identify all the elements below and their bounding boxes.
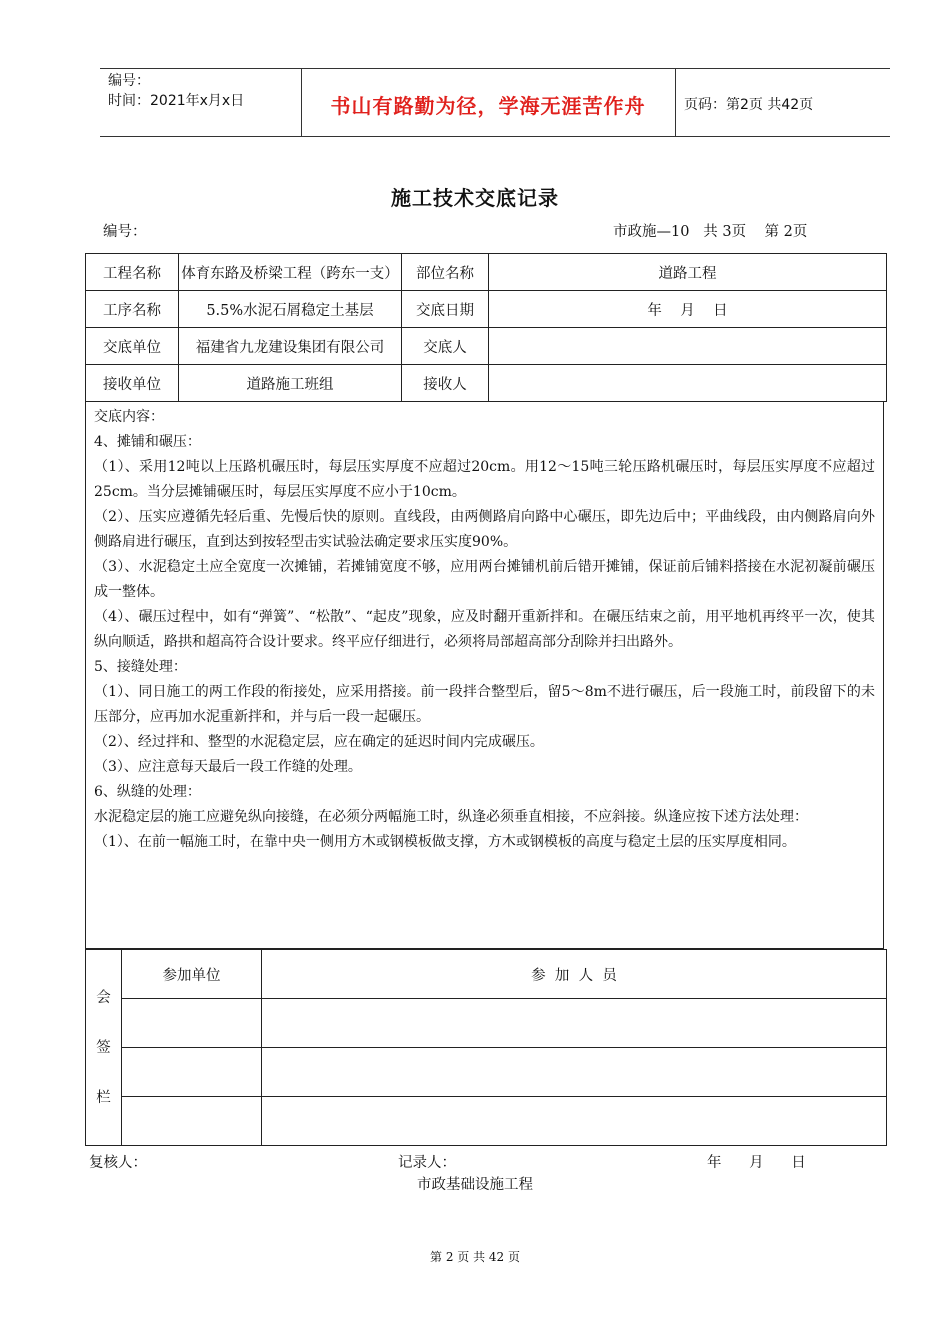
sign-table xyxy=(85,949,887,1146)
people-header: 参 加 人 员 xyxy=(262,950,887,999)
content-line: （4）、碾压过程中，如有“弹簧”、“松散”、“起皮”现象，应及时翻开重新拌和。在碾压结束之前，用平地机再终平一次，使其纵向顺适，路拱和超高符合设计要求。终平应仔细进行，必须将局部超高部分刮除并扫出路外。 xyxy=(94,609,875,650)
header-top-rule xyxy=(100,68,890,69)
content-line: （1）、采用12吨以上压路机碾压时，每层压实厚度不应超过20cm。用12～15吨三轮压路机碾压时，每层压实厚度不应超过25cm。当分层摊铺碾压时，每层压实厚度不应小于10cm。 xyxy=(94,459,875,500)
table-row xyxy=(86,999,887,1048)
content-line: （2）、经过拌和、整型的水泥稳定层，应在确定的延迟时间内完成碾压。 xyxy=(94,734,544,750)
process-name-value: 5.5%水泥石屑稳定土基层 xyxy=(179,291,402,328)
sign-side-char: 会 xyxy=(96,989,111,1006)
content-line: 4、摊铺和碾压： xyxy=(94,434,201,450)
receiver-unit-label: 接收单位 xyxy=(86,365,179,402)
part-name-value: 道路工程 xyxy=(489,254,887,291)
issuer-unit-value: 福建省九龙建设集团有限公司 xyxy=(179,328,402,365)
header-bottom-rule xyxy=(100,136,890,137)
people-cell xyxy=(262,1097,887,1146)
people-cell xyxy=(262,1048,887,1097)
header-page-info: 页码：第2页 共42页 xyxy=(684,97,814,113)
content-line: （1）、同日施工的两工作段的衔接处，应采用搭接。前一段拌合整型后，留5～8m不进行碾压，后一段施工时，前段留下的未压部分，应再加水泥重新拌和，并与后一段一起碾压。 xyxy=(94,684,875,725)
header-meta xyxy=(108,71,244,111)
table-row xyxy=(86,365,887,402)
issuer-person-label: 交底人 xyxy=(402,328,489,365)
header-divider-right xyxy=(675,68,676,136)
issuer-person-value xyxy=(489,328,887,365)
date-label: 交底日期 xyxy=(402,291,489,328)
part-name-label: 部位名称 xyxy=(402,254,489,291)
footer-date: 年 月 日 xyxy=(707,1155,806,1171)
table-row xyxy=(86,950,887,999)
doc-reference: 市政施—10 共 3页 第 2页 xyxy=(613,224,808,240)
header-motto: 书山有路勤为径，学海无涯苦作舟 xyxy=(330,94,646,118)
content-line: （3）、水泥稳定土应全宽度一次摊铺，若摊铺宽度不够，应用两台摊铺机前后错开摊铺，保证前后铺料搭接在水泥初凝前碾压成一整体。 xyxy=(94,559,875,600)
recorder-label: 记录人： xyxy=(398,1155,456,1171)
content-line: 6、纵缝的处理： xyxy=(94,784,201,800)
unit-header: 参加单位 xyxy=(122,950,262,999)
table-row xyxy=(86,328,887,365)
receiver-unit-value: 道路施工班组 xyxy=(179,365,402,402)
content-line: 水泥稳定层的施工应避免纵向接缝，在必须分两幅施工时，纵逢必须垂直相接，不应斜接。纵逢应按下述方法处理： xyxy=(94,809,808,825)
document-title: 施工技术交底记录 xyxy=(391,186,559,210)
header-number-label: 编号： xyxy=(108,73,150,89)
date-value: 年 月 日 xyxy=(489,291,887,328)
content-line: （3）、应注意每天最后一段工作缝的处理。 xyxy=(94,759,362,775)
header-time: 时间：2021年x月x日 xyxy=(108,93,245,109)
info-table xyxy=(85,253,887,402)
sign-side-char: 栏 xyxy=(96,1089,111,1106)
process-name-label: 工序名称 xyxy=(86,291,179,328)
table-row xyxy=(86,1048,887,1097)
unit-cell xyxy=(122,999,262,1048)
reviewer-label: 复核人： xyxy=(89,1155,147,1171)
content-line: （1）、在前一幅施工时，在靠中央一侧用方木或钢模板做支撑，方木或钢模板的高度与稳定土层的压实厚度相同。 xyxy=(94,834,796,850)
sign-side-char: 签 xyxy=(96,1039,111,1056)
project-name-label: 工程名称 xyxy=(86,254,179,291)
people-cell xyxy=(262,999,887,1048)
project-name-value: 体育东路及桥梁工程（跨东一支） xyxy=(179,254,402,291)
content-line: （2）、压实应遵循先轻后重、先慢后快的原则。直线段，由两侧路肩向路中心碾压，即先边后中；平曲线段，由内侧路肩向外侧路肩进行碾压，直到达到按轻型击实试验法确定要求压实度90%。 xyxy=(94,509,875,550)
doc-number-label: 编号： xyxy=(103,224,147,240)
unit-cell xyxy=(122,1048,262,1097)
receiver-person-value xyxy=(489,365,887,402)
content-line: 交底内容： xyxy=(94,409,164,425)
issuer-unit-label: 交底单位 xyxy=(86,328,179,365)
sign-side-label xyxy=(86,950,122,1146)
unit-cell xyxy=(122,1097,262,1146)
disclosure-content xyxy=(85,401,884,949)
content-line: 5、接缝处理： xyxy=(94,659,187,675)
table-row xyxy=(86,291,887,328)
receiver-person-label: 接收人 xyxy=(402,365,489,402)
department-name: 市政基础设施工程 xyxy=(417,1177,533,1193)
table-row xyxy=(86,254,887,291)
page-number: 第 2 页 共 42 页 xyxy=(430,1250,520,1264)
table-row xyxy=(86,1097,887,1146)
